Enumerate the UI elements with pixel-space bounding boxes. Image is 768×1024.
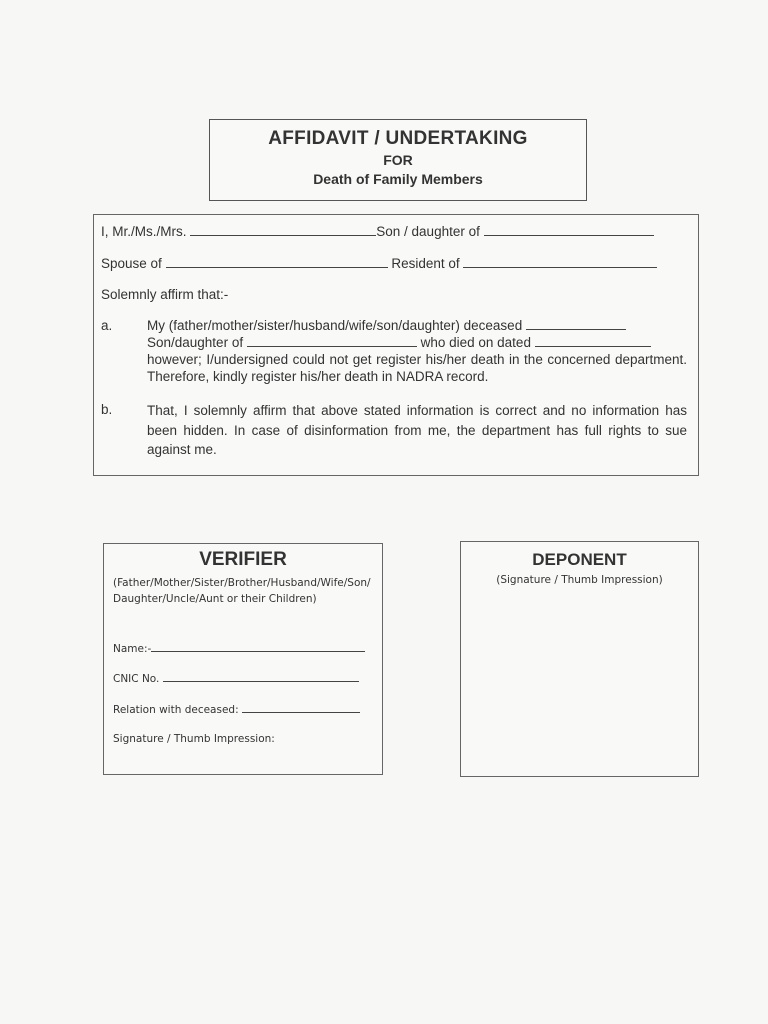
solemn-line: Solemnly affirm that:- (101, 287, 229, 302)
verifier-relation-field (113, 702, 360, 716)
deceased-blank[interactable] (526, 317, 626, 330)
spouse-blank[interactable] (166, 255, 388, 268)
verifier-signature-field (113, 733, 275, 745)
verifier-relations: (Father/Mother/Sister/Brother/Husband/Wife/Son/Daughter/Uncle/Aunt or their Children) (113, 577, 371, 605)
resident-blank[interactable] (463, 255, 657, 268)
verifier-cnic-blank[interactable] (163, 671, 359, 682)
verifier-name-field (113, 641, 365, 655)
title-box (209, 119, 587, 201)
affidavit-body (93, 214, 699, 476)
clause-a-label: a. (101, 318, 113, 333)
clause-a (147, 317, 687, 385)
verifier-title: VERIFIER (199, 549, 287, 570)
death-date-blank[interactable] (535, 334, 651, 347)
title-for: FOR (383, 152, 413, 168)
name-blank[interactable] (190, 223, 376, 236)
document-title: AFFIDAVIT / UNDERTAKING (268, 128, 528, 149)
spouse-line (101, 255, 657, 271)
died-on-label: who died on dated (420, 335, 531, 350)
verifier-cnic-label: CNIC No. (113, 673, 160, 685)
verifier-relation-label: Relation with deceased: (113, 704, 239, 716)
clause-a-text1: My (father/mother/sister/husband/wife/son/daughter) deceased (147, 318, 523, 333)
deponent-signature-label: (Signature / Thumb Impression) (496, 574, 663, 586)
name-prefix-label: I, Mr./Ms./Mrs. (101, 224, 187, 239)
verifier-name-label: Name:- (113, 643, 152, 655)
deponent-box (460, 541, 699, 777)
parent-blank[interactable] (484, 223, 654, 236)
deponent-title: DEPONENT (532, 550, 627, 569)
verifier-cnic-field (113, 671, 359, 685)
verifier-relation-blank[interactable] (242, 702, 360, 713)
clause-a-text2: Son/daughter of (147, 335, 244, 350)
spouse-label: Spouse of (101, 256, 162, 271)
resident-label: Resident of (391, 256, 460, 271)
verifier-signature-label: Signature / Thumb Impression: (113, 733, 275, 745)
clause-a-text3: however; I/undersigned could not get register his/her death in the concerned department. Therefore, kindly register his/her death in NADRA record. (147, 352, 687, 384)
verifier-box (103, 543, 383, 775)
verifier-name-blank[interactable] (151, 641, 365, 652)
deceased-parent-blank[interactable] (247, 334, 417, 347)
clause-b-text: That, I solemnly affirm that above stated information is correct and no information has been hidden. In case of disinformation from me, the department has full rights to sue against me. (147, 403, 687, 457)
document-subtitle: Death of Family Members (313, 171, 483, 187)
name-line (101, 223, 654, 239)
clause-b-label: b. (101, 402, 113, 417)
parent-label: Son / daughter of (376, 224, 480, 239)
